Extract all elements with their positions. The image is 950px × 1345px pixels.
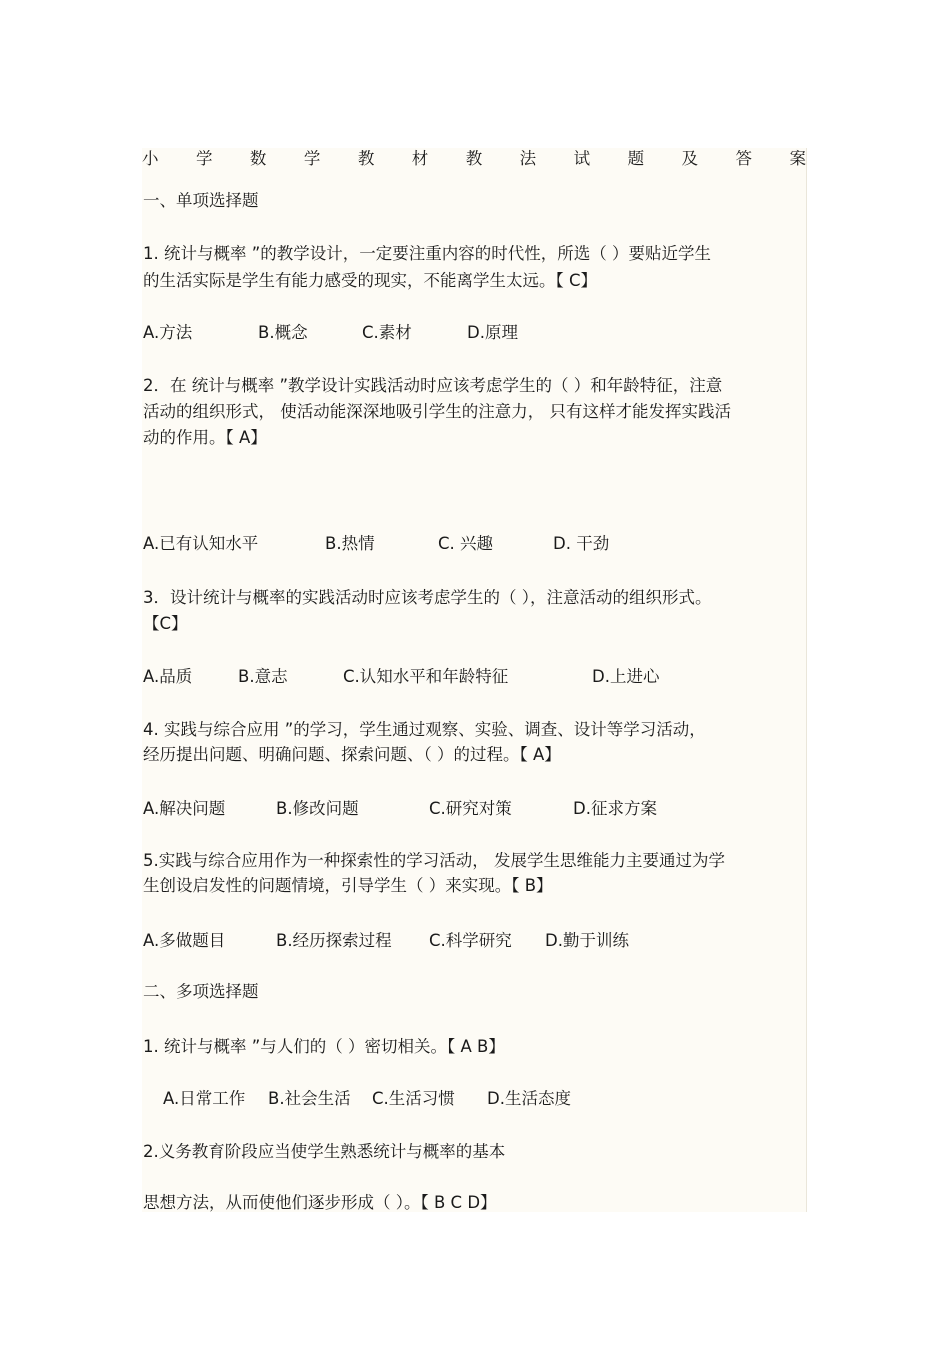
m1-option-a: A.日常工作 [163,1089,246,1108]
q5-option-c: C.科学研究 [429,931,512,950]
q4-option-d: D.征求方案 [573,799,657,818]
q4-option-b: B.修改问题 [276,799,359,818]
page-title [142,148,806,170]
q4-option-a: A.解决问题 [143,799,226,818]
q2-option-c: C. 兴趣 [438,534,494,553]
question-2-line-3: 动的作用。【 A】 [143,428,267,447]
q2-option-a: A.已有认知水平 [143,534,259,553]
q3-option-a: A.品质 [143,667,193,686]
question-4-line-1: 4. 实践与综合应用 ”的学习，学生通过观察、实验、调查、设计等学习活动， [143,720,706,739]
title-char: 教 [357,149,375,168]
m1-option-d: D.生活态度 [487,1089,571,1108]
q1-option-d: D.原理 [467,323,518,342]
title-char: 小 [142,149,159,168]
question-1-line-2: 的生活实际是学生有能力感受的现实，不能离学生太远。【 C】 [143,271,598,290]
title-char: 材 [411,149,429,168]
q4-option-c: C.研究对策 [429,799,512,818]
question-4-line-2: 经历提出问题、明确问题、探索问题、（ ）的过程。【 A】 [143,745,561,764]
question-2-line-1: 2．在 统计与概率 ”教学设计实践活动时应该考虑学生的（ ）和年龄特征，注意 [143,376,723,395]
title-char: 答 [735,149,752,168]
question-5-line-1: 5.实践与综合应用作为一种探索性的学习活动， 发展学生思维能力主要通过为学 [143,851,725,870]
section-heading-single-choice: 一、单项选择题 [143,191,259,210]
question-1-line-1: 1. 统计与概率 ”的教学设计，一定要注重内容的时代性，所选（ ）要贴近学生 [143,244,712,263]
question-5-line-2: 生创设启发性的问题情境，引导学生（ ）来实现。【 B】 [143,876,553,895]
title-char: 试 [573,149,591,168]
q1-option-b: B.概念 [258,323,308,342]
q5-option-d: D.勤于训练 [545,931,629,950]
q1-option-a: A.方法 [143,323,193,342]
question-3-line-1: 3．设计统计与概率的实践活动时应该考虑学生的（ ），注意活动的组织形式。 [143,588,712,607]
m1-option-c: C.生活习惯 [372,1089,455,1108]
title-char: 法 [519,149,537,168]
multi-question-2-line-2: 思想方法，从而使他们逐步形成（ ）。【 B C D】 [143,1193,497,1212]
title-char: 数 [249,149,267,168]
q1-option-c: C.素材 [362,323,412,342]
title-char: 案 [789,149,806,168]
section-heading-multiple-choice: 二、多项选择题 [143,982,259,1001]
title-char: 题 [627,149,645,168]
q3-option-c: C.认知水平和年龄特征 [343,667,509,686]
question-2-line-2: 活动的组织形式， 使活动能深深地吸引学生的注意力， 只有这样才能发挥实践活 [143,402,731,421]
q5-option-a: A.多做题目 [143,931,226,950]
title-char: 教 [465,149,483,168]
q2-option-b: B.热情 [325,534,375,553]
multi-question-1-line-1: 1. 统计与概率 ”与人们的（ ）密切相关。【 A B】 [143,1037,505,1056]
m1-option-b: B.社会生活 [268,1089,351,1108]
q5-option-b: B.经历探索过程 [276,931,392,950]
multi-question-2-line-1: 2.义务教育阶段应当使学生熟悉统计与概率的基本 [143,1142,506,1161]
title-char: 学 [303,149,321,168]
title-char: 学 [195,149,213,168]
title-char: 及 [681,149,699,168]
q2-option-d: D. 干劲 [553,534,610,553]
question-3-line-2: 【C】 [143,614,188,633]
q3-option-b: B.意志 [238,667,288,686]
q3-option-d: D.上进心 [592,667,660,686]
